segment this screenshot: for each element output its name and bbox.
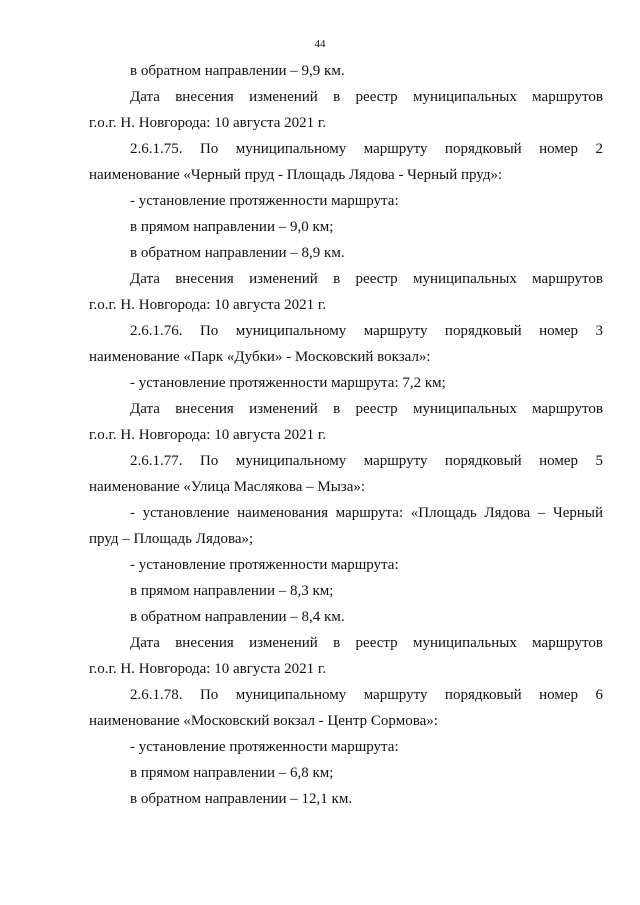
text-line: Дата внесения изменений в реестр муниципальных маршрутов (130, 401, 603, 417)
text-line: - установление протяженности маршрута: 7,2 км; (130, 375, 446, 391)
text-line: в прямом направлении – 6,8 км; (130, 765, 334, 781)
text-line: пруд – Площадь Лядова»; (89, 531, 254, 547)
text-line: наименование «Черный пруд - Площадь Лядова - Черный пруд»: (89, 167, 503, 183)
text-line: наименование «Парк «Дубки» - Московский вокзал»: (89, 349, 431, 365)
text-line: наименование «Московский вокзал - Центр Сормова»: (89, 713, 438, 729)
text-line: г.о.г. Н. Новгорода: 10 августа 2021 г. (89, 661, 327, 677)
text-line: Дата внесения изменений в реестр муниципальных маршрутов (130, 89, 603, 105)
text-line: в прямом направлении – 8,3 км; (130, 583, 334, 599)
text-line: Дата внесения изменений в реестр муниципальных маршрутов (130, 635, 603, 651)
text-line: г.о.г. Н. Новгорода: 10 августа 2021 г. (89, 115, 327, 131)
text-line: 2.6.1.77. По муниципальному маршруту порядковый номер 5 (130, 453, 603, 469)
text-line: 2.6.1.76. По муниципальному маршруту порядковый номер 3 (130, 323, 603, 339)
text-line: в обратном направлении – 9,9 км. (130, 63, 345, 79)
text-line: 2.6.1.75. По муниципальному маршруту порядковый номер 2 (130, 141, 603, 157)
text-line: в прямом направлении – 9,0 км; (130, 219, 334, 235)
text-line: - установление протяженности маршрута: (130, 557, 399, 573)
text-line: - установление протяженности маршрута: (130, 193, 399, 209)
text-line: в обратном направлении – 12,1 км. (130, 791, 353, 807)
text-line: г.о.г. Н. Новгорода: 10 августа 2021 г. (89, 297, 327, 313)
text-line: наименование «Улица Маслякова – Мыза»: (89, 479, 366, 495)
text-line: в обратном направлении – 8,4 км. (130, 609, 345, 625)
document-body (89, 58, 603, 812)
page-number: 44 (314, 38, 326, 50)
text-line: г.о.г. Н. Новгорода: 10 августа 2021 г. (89, 427, 327, 443)
text-line: Дата внесения изменений в реестр муниципальных маршрутов (130, 271, 603, 287)
text-line: - установление наименования маршрута: «Площадь Лядова – Черный (130, 505, 603, 521)
text-line: в обратном направлении – 8,9 км. (130, 245, 345, 261)
text-line: - установление протяженности маршрута: (130, 739, 399, 755)
text-line: 2.6.1.78. По муниципальному маршруту порядковый номер 6 (130, 687, 603, 703)
